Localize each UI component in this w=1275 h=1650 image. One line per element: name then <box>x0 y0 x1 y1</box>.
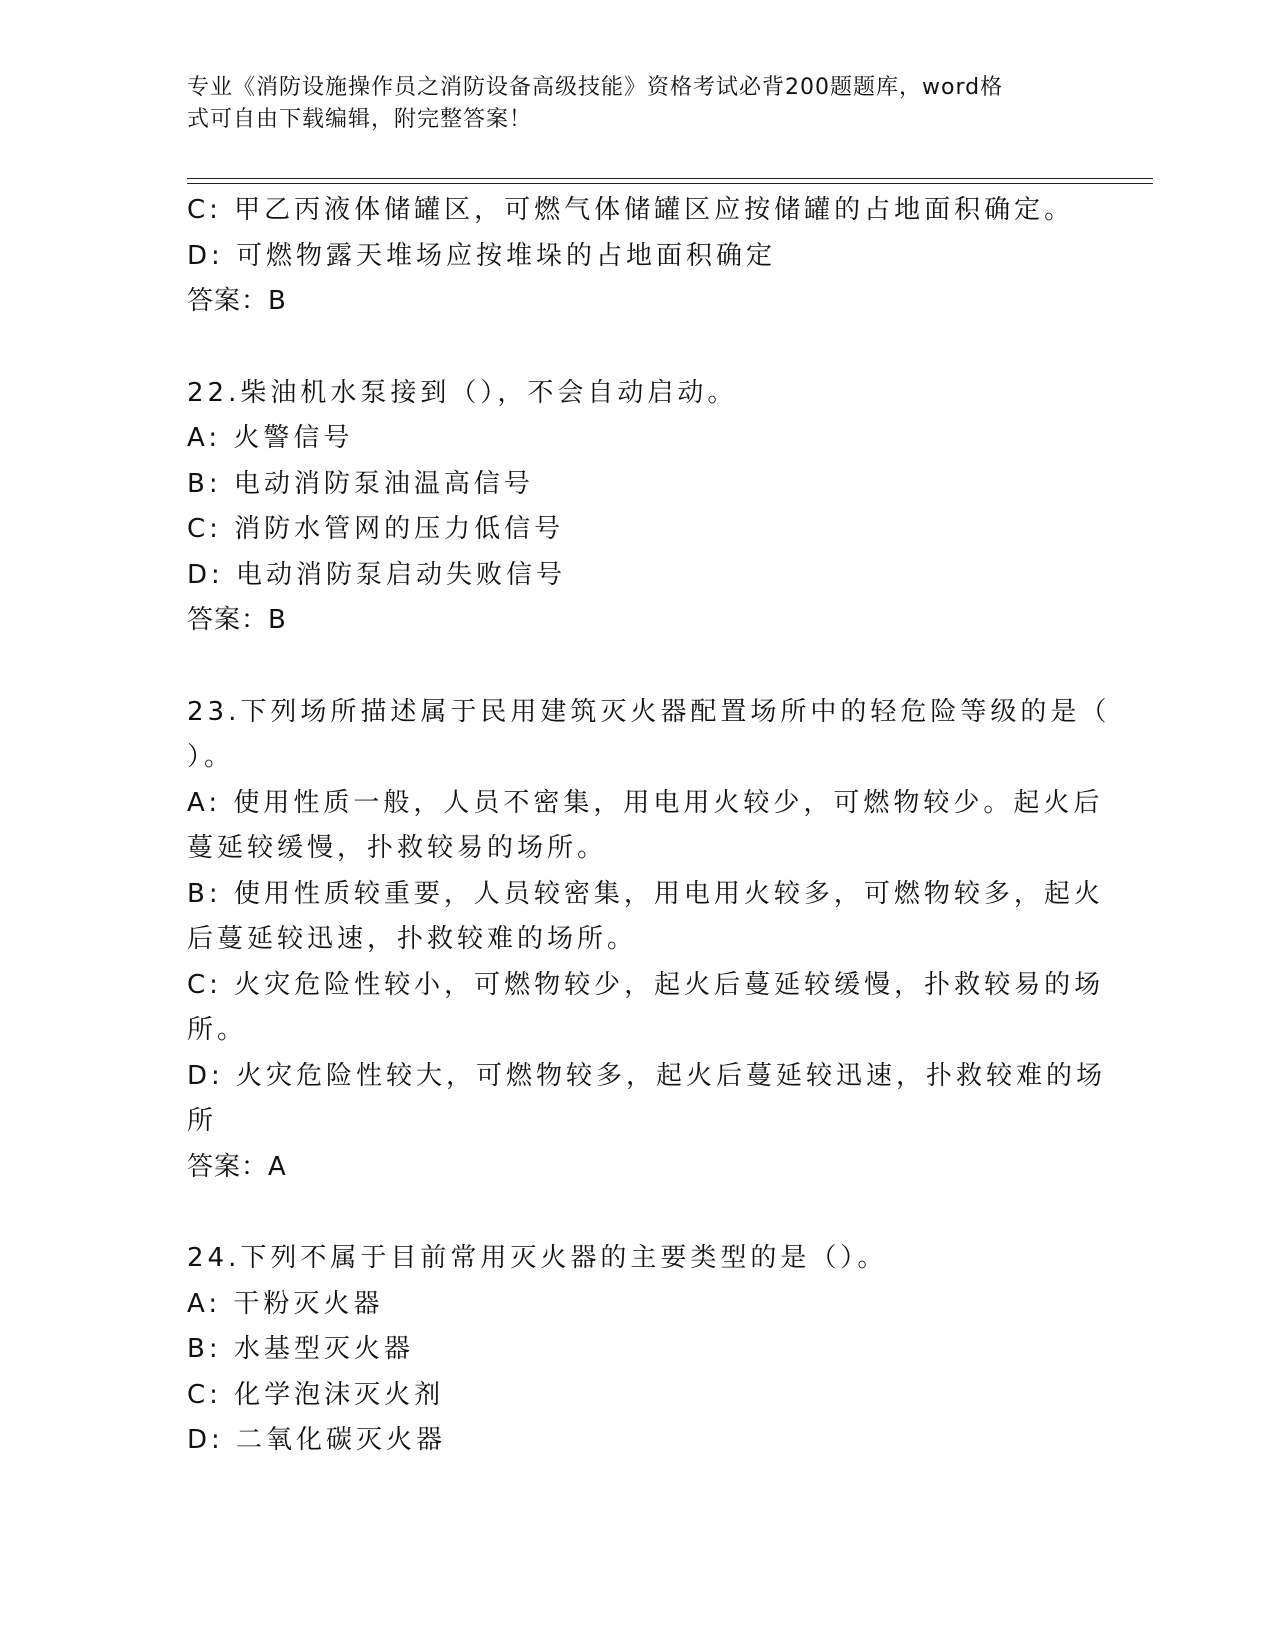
option-c-line-2: 所。 <box>187 1015 248 1045</box>
option-b-line-1: B: 使用性质较重要，人员较密集，用电用火较多，可燃物较多，起火 <box>187 878 1104 909</box>
header-divider-top <box>187 178 1153 179</box>
option-d-line-1: D: 火灾危险性较大，可燃物较多，起火后蔓延较迅速，扑救较难的场 <box>187 1060 1107 1091</box>
document-header <box>187 72 1067 136</box>
option-a: A: 火警信号 <box>187 423 354 453</box>
question-block-21-tail <box>187 188 1087 325</box>
answer: 答案：B <box>187 286 287 316</box>
option-c: C: 化学泡沫灭火剂 <box>187 1379 445 1410</box>
option-d: D: 电动消防泵启动失败信号 <box>187 559 567 590</box>
header-line-1: 专业《消防设施操作员之消防设备高级技能》资格考试必背200题题库，word格 <box>187 75 1004 100</box>
header-line-2: 式可自由下载编辑，附完整答案！ <box>187 107 533 132</box>
answer: 答案：A <box>187 1151 287 1182</box>
answer: 答案：B <box>187 605 287 635</box>
option-b: B: 水基型灭火器 <box>187 1334 414 1364</box>
option-d-line-2: 所 <box>187 1106 218 1136</box>
question-text-line-1: 23.下列场所描述属于民用建筑灭火器配置场所中的轻危险等级的是（ <box>187 696 1111 727</box>
document-body <box>187 188 1111 1464</box>
header-divider-bottom <box>187 183 1153 184</box>
option-c-line-1: C: 火灾危险性较小，可燃物较少，起火后蔓延较缓慢，扑救较易的场 <box>187 969 1105 1000</box>
question-text: 24.下列不属于目前常用灭火器的主要类型的是（）。 <box>187 1243 888 1273</box>
question-block-23 <box>187 690 1111 1191</box>
option-d: D: 二氧化碳灭火器 <box>187 1425 447 1455</box>
option-c: C: 消防水管网的压力低信号 <box>187 514 565 544</box>
option-c: C: 甲乙丙液体储罐区，可燃气体储罐区应按储罐的占地面积确定。 <box>187 195 1075 225</box>
option-b: B: 电动消防泵油温高信号 <box>187 468 534 499</box>
option-a: A: 干粉灭火器 <box>187 1288 384 1319</box>
option-b-line-2: 后蔓延较迅速，扑救较难的场所。 <box>187 924 638 954</box>
question-text: 22.柴油机水泵接到（），不会自动启动。 <box>187 377 738 408</box>
question-text-line-2: ）。 <box>187 742 235 772</box>
option-a-line-2: 蔓延较缓慢，扑救较易的场所。 <box>187 833 608 863</box>
question-block-24 <box>187 1236 1087 1464</box>
option-d: D: 可燃物露天堆场应按堆垛的占地面积确定 <box>187 240 777 271</box>
option-a-line-1: A: 使用性质一般，人员不密集，用电用火较少，可燃物较少。起火后 <box>187 787 1104 818</box>
question-block-22 <box>187 371 1087 644</box>
